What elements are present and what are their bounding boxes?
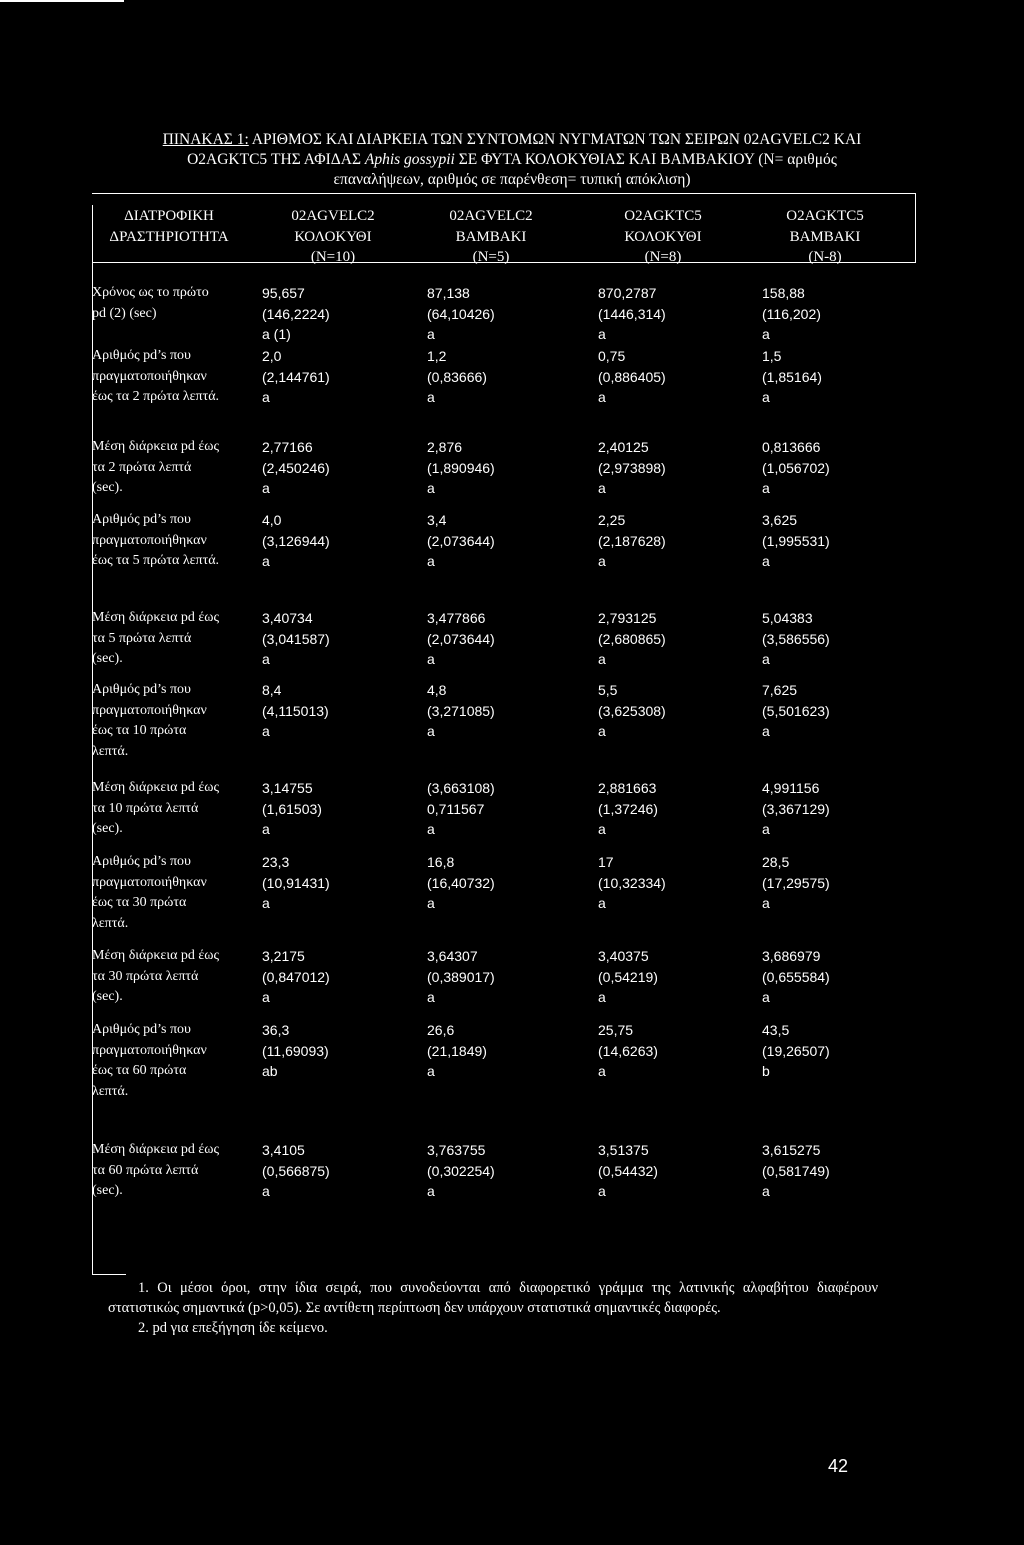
table-cell [427,608,495,670]
cell-sd: (0,83666) [427,368,487,385]
cell-sd: (0,847012) [262,968,330,985]
table-cell [762,852,830,914]
table-right-rule [915,193,916,263]
cell-mean: 3,40375 [598,948,649,964]
row-label-line: Μέση διάρκεια pd έως [92,780,220,795]
table-cell [427,510,495,572]
row-label [92,283,252,324]
row-label [92,946,252,1008]
cell-sd: 0,711567 [427,800,485,817]
cell-mean: 158,88 [762,285,805,301]
row-label-line: τα 2 πρώτα λεπτά [92,459,192,475]
cell-mean: 3,625 [762,512,798,528]
table-cell [262,778,322,840]
cell-letter: a [262,821,270,838]
cell-letter: a [762,389,770,406]
caption-line1: ΑΡΙΘΜΟΣ ΚΑΙ ΔΙΑΡΚΕΙΑ ΤΩΝ ΣΥΝΤΟΜΩΝ ΝΥΓΜΑΤΩΝ ΤΩΝ ΣΕΙΡΩΝ 02AGVELC2 ΚΑΙ [248,131,862,148]
cell-sd: (0,886405) [598,368,666,385]
row-label [92,1020,252,1103]
cell-sd: (3,367129) [762,800,830,817]
cell-letter: a [262,480,270,497]
cell-letter: a [262,989,270,1006]
row-label-line: Μέση διάρκεια pd έως [92,948,220,963]
caption-line2-post: ΣΕ ΦΥΤΑ ΚΟΛΟΚΥΘΙΑΣ ΚΑΙ ΒΑΜΒΑΚΙΟΥ (N= αριθμός [454,151,837,168]
cell-letter: a [598,895,606,912]
table-cell [598,283,666,345]
table-cell [598,1020,658,1082]
cell-sd: (2,450246) [262,459,330,476]
cell-letter: a [427,895,435,912]
table-cell [427,946,495,1008]
cell-sd: (1446,314) [598,305,666,322]
cell-mean: 3,40734 [262,610,313,626]
table-cell [598,852,666,914]
cell-sd: (0,389017) [427,968,495,985]
cell-sd: (0,54432) [598,1162,658,1179]
top-edge-line [0,0,124,2]
cell-sd: (16,40732) [427,874,495,891]
cell-sd: (4,115013) [262,702,329,719]
cell-letter: a [762,480,770,497]
table-cell [598,680,666,742]
cell-mean: 2,876 [427,439,463,455]
caption-line3: επαναλήψεων, αριθμός σε παρένθεση= τυπική απόκλιση) [333,171,691,188]
table-cell [762,346,822,408]
table-bottom-rule [92,1274,126,1275]
cell-letter: a [598,553,606,570]
cell-sd: (3,041587) [262,630,330,647]
row-label-line: πραγματοποιήθηκαν [92,874,207,890]
row-label [92,510,252,572]
row-label-line: Αριθμός pd’s που [92,348,191,363]
cell-mean: 2,881663 [598,780,657,796]
cell-letter: a [427,1183,435,1200]
cell-mean: (3,663108) [427,780,495,796]
cell-sd: (2,973898) [598,459,666,476]
row-label [92,608,252,670]
table-cell [427,680,495,742]
cell-sd: (21,1849) [427,1042,487,1059]
row-label-line: τα 10 πρώτα λεπτά [92,800,199,816]
row-label-line: τα 30 πρώτα λεπτά [92,968,199,984]
cell-sd: (5,501623) [762,702,830,719]
table-cell [762,1020,830,1082]
cell-sd: (2,680865) [598,630,666,647]
table-cell [762,1140,830,1202]
row-label-line: pd (2) (sec) [92,305,157,321]
row-label-line: (sec). [92,821,123,837]
cell-mean: 3,686979 [762,948,821,964]
cell-sd: (2,144761) [262,368,330,385]
cell-mean: 36,3 [262,1022,290,1038]
cell-sd: (2,073644) [427,630,495,647]
cell-sd: (19,26507) [762,1042,830,1059]
cell-letter: a [427,723,435,740]
cell-mean: 2,40125 [598,439,649,455]
row-label [92,852,252,935]
row-label-line: έως τα 10 πρώτα [92,723,187,739]
cell-mean: 4,8 [427,682,447,698]
cell-sd: (146,2224) [262,305,330,322]
table-cell [762,510,830,572]
cell-letter: a [598,326,606,343]
cell-mean: 17 [598,854,614,870]
table-cell [262,510,330,572]
cell-letter: a [762,553,770,570]
caption-species: Aphis gossypii [364,151,455,168]
cell-mean: 95,657 [262,285,305,301]
table-cell [598,1140,658,1202]
cell-mean: 2,77166 [262,439,313,455]
cell-sd: (0,54219) [598,968,658,985]
cell-letter: a [598,821,606,838]
cell-letter: ab [262,1063,278,1080]
row-label-line: (sec). [92,989,123,1005]
cell-mean: 4,991156 [762,780,820,796]
table-cell [427,437,495,499]
cell-sd: (3,126944) [262,532,330,549]
cell-sd: (14,6263) [598,1042,658,1059]
cell-sd: (116,202) [762,305,821,322]
caption-lead: ΠΙΝΑΚΑΣ 1: [162,131,249,148]
table-cell [262,1020,329,1082]
cell-sd: (2,073644) [427,532,495,549]
cell-mean: 3,615275 [762,1142,821,1158]
row-label-line: (sec). [92,480,123,496]
cell-sd: (1,37246) [598,800,658,817]
cell-sd: (0,655584) [762,968,830,985]
cell-letter: a [598,651,606,668]
table-cell [762,680,830,742]
row-label-line: έως τα 30 πρώτα [92,895,187,911]
cell-mean: 0,813666 [762,439,821,455]
cell-mean: 4,0 [262,512,282,528]
footnotes [108,1278,878,1338]
table-cell [427,778,495,840]
header-activity: ΔΙΑΤΡΟΦΙΚΗ ΔΡΑΣΤΗΡΙΟΤΗΤΑ [109,208,229,245]
row-label-line: Αριθμός pd’s που [92,682,191,697]
row-label-line: πραγματοποιήθηκαν [92,532,207,548]
table-cell [427,346,487,408]
cell-mean: 3,51375 [598,1142,649,1158]
cell-sd: (0,566875) [262,1162,330,1179]
table-caption [92,130,932,190]
cell-letter: a [262,1183,270,1200]
cell-letter: a [427,989,435,1006]
cell-mean: 8,4 [262,682,282,698]
table-cell [262,283,330,345]
table-cell [427,1020,487,1082]
cell-letter: a [427,326,435,343]
cell-mean: 0,75 [598,348,626,364]
cell-mean: 2,793125 [598,610,657,626]
cell-letter: a [262,723,270,740]
cell-sd: (1,890946) [427,459,495,476]
row-label-line: (sec). [92,651,123,667]
cell-sd: (64,10426) [427,305,495,322]
cell-letter: a [598,989,606,1006]
cell-sd: (0,581749) [762,1162,830,1179]
table-cell [262,608,330,670]
header-o2agktc5-kolokythi: O2AGKTC5 ΚΟΛΟΚΥΘΙ (N=8) [624,208,702,265]
table-cell [762,946,830,1008]
cell-letter: a [262,651,270,668]
cell-letter: a [762,723,770,740]
cell-sd: (2,187628) [598,532,666,549]
row-label [92,437,252,499]
cell-mean: 870,2787 [598,285,657,301]
cell-sd: (1,056702) [762,459,830,476]
cell-mean: 23,3 [262,854,290,870]
cell-letter: a [427,480,435,497]
cell-sd: (0,302254) [427,1162,495,1179]
cell-mean: 3,477866 [427,610,486,626]
row-label-line: Αριθμός pd’s που [92,512,191,527]
table-cell [598,946,658,1008]
cell-letter: a [762,895,770,912]
cell-letter: a [427,553,435,570]
cell-mean: 5,5 [598,682,618,698]
cell-letter: a [598,389,606,406]
table-cell [598,346,666,408]
cell-letter: a [262,553,270,570]
header-top-rule [92,193,916,194]
table-cell [598,437,666,499]
header-02agvelc2-kolokythi: 02AGVELC2 ΚΟΛΟΚΥΘΙ (N=10) [291,208,375,265]
cell-letter: a [427,389,435,406]
cell-mean: 2,25 [598,512,626,528]
cell-mean: 2,0 [262,348,282,364]
table-cell [262,946,330,1008]
cell-sd: (1,995531) [762,532,830,549]
cell-mean: 1,2 [427,348,447,364]
table-cell [262,437,330,499]
row-label [92,1140,252,1202]
cell-sd: (1,61503) [262,800,322,817]
table-cell [598,778,658,840]
row-label-line: τα 5 πρώτα λεπτά [92,630,192,646]
cell-sd: (11,69093) [262,1042,329,1059]
cell-mean: 1,5 [762,348,782,364]
row-label-line: πραγματοποιήθηκαν [92,702,207,718]
table-cell [427,1140,495,1202]
cell-letter: a [427,1063,435,1080]
cell-mean: 87,138 [427,285,470,301]
row-label-line: πραγματοποιήθηκαν [92,368,207,384]
cell-letter: a [598,480,606,497]
cell-letter: a [598,1183,606,1200]
row-label-line: τα 60 πρώτα λεπτά [92,1162,199,1178]
row-label-line: Αριθμός pd’s που [92,1022,191,1037]
row-label-line: Αριθμός pd’s που [92,854,191,869]
row-label-line: λεπτά. [92,744,129,760]
footnote-1: 1. Οι μέσοι όροι, στην ίδια σειρά, που συνοδεύονται από διαφορετικό γράμμα της λατινικής αλφαβήτου διαφέρουν στατιστικώς σημαντικά (p>0,05). Σε αντίθετη περίπτωση δεν υπάρχουν στατιστικά σημαντικές διαφορές. [108,1280,878,1316]
row-label-line: έως τα 60 πρώτα [92,1063,187,1079]
row-label [92,680,252,763]
cell-mean: 3,64307 [427,948,478,964]
row-label-line: (sec). [92,1183,123,1199]
cell-mean: 25,75 [598,1022,634,1038]
cell-sd: (10,32334) [598,874,666,891]
cell-mean: 3,14755 [262,780,313,796]
cell-mean: 16,8 [427,854,455,870]
cell-mean: 26,6 [427,1022,455,1038]
table-cell [762,608,830,670]
cell-letter: a [427,651,435,668]
table-cell [762,437,830,499]
cell-letter: a [598,1063,606,1080]
cell-letter: a [598,723,606,740]
cell-sd: (3,625308) [598,702,666,719]
row-label-line: πραγματοποιήθηκαν [92,1042,207,1058]
cell-letter: a [262,389,270,406]
cell-mean: 5,04383 [762,610,813,626]
cell-mean: 3,763755 [427,1142,486,1158]
cell-letter: a (1) [262,326,291,343]
table-cell [262,680,329,742]
row-label-line: έως τα 5 πρώτα λεπτά. [92,553,220,569]
row-label [92,346,252,408]
cell-letter: b [762,1063,770,1080]
table-cell [262,1140,330,1202]
cell-mean: 7,625 [762,682,798,698]
table-cell [598,510,666,572]
cell-sd: (3,271085) [427,702,495,719]
cell-letter: a [762,1183,770,1200]
row-label-line: Μέση διάρκεια pd έως [92,439,220,454]
table-cell [262,346,330,408]
cell-letter: a [762,326,770,343]
cell-letter: a [262,895,270,912]
row-label-line: Μέση διάρκεια pd έως [92,610,220,625]
page-number: 42 [828,1456,849,1476]
row-label-line: έως τα 2 πρώτα λεπτά. [92,389,220,405]
table-cell [598,608,666,670]
cell-mean: 3,4105 [262,1142,305,1158]
table-cell [762,778,830,840]
table-cell [262,852,330,914]
cell-mean: 43,5 [762,1022,790,1038]
cell-letter: a [762,989,770,1006]
table-cell [427,852,495,914]
cell-letter: a [762,651,770,668]
row-label-line: λεπτά. [92,1084,129,1100]
header-o2agktc5-vamvaki: O2AGKTC5 ΒΑΜΒΑΚΙ (N-8) [786,208,864,265]
header-02agvelc2-vamvaki: 02AGVELC2 ΒΑΜΒΑΚΙ (N=5) [449,208,533,265]
row-label-line: Χρόνος ως το πρώτο [92,285,209,300]
cell-sd: (17,29575) [762,874,830,891]
row-label-line: λεπτά. [92,916,129,932]
cell-mean: 3,4 [427,512,447,528]
caption-line2-pre: O2AGKTC5 ΤΗΣ ΑΦΙΔΑΣ [187,151,365,168]
cell-letter: a [762,821,770,838]
footnote-2: 2. pd για επεξήγηση ίδε κείμενο. [138,1320,328,1336]
cell-sd: (3,586556) [762,630,830,647]
table-cell [762,283,821,345]
cell-letter: a [427,821,435,838]
cell-mean: 28,5 [762,854,790,870]
row-label [92,778,252,840]
table-cell [427,283,495,345]
cell-mean: 3,2175 [262,948,305,964]
cell-sd: (1,85164) [762,368,822,385]
cell-sd: (10,91431) [262,874,330,891]
row-label-line: Μέση διάρκεια pd έως [92,1142,220,1157]
